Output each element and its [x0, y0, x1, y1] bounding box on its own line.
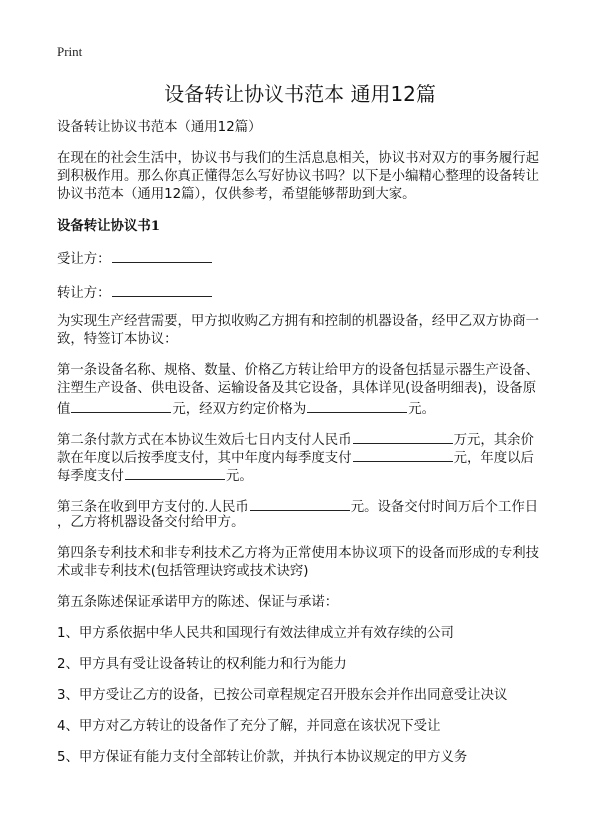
- text-line: [57, 119, 557, 137]
- text-line: [57, 150, 557, 168]
- fill-in-blank: [353, 447, 453, 462]
- text-segment: 到积极作用。那么你真正懂得怎么写好协议书吗？以下是小编精心整理的设备转让: [57, 169, 540, 184]
- text-segment: 设备转让协议书1: [57, 218, 161, 234]
- text-segment: 在现在的社会生活中，协议书与我们的生活息息相关，协议书对双方的事务履行起: [57, 151, 540, 166]
- text-line: [57, 656, 557, 674]
- text-line: [57, 625, 557, 643]
- paragraph: [57, 545, 557, 581]
- text-segment: 2、甲方具有受让设备转让的权利能力和行为能力: [57, 657, 347, 672]
- text-segment: 3、甲方受让乙方的设备，已按公司章程规定召开股东会并作出同意受让决议: [57, 688, 508, 703]
- text-line: [57, 331, 557, 349]
- text-segment: 元，年度以后: [453, 451, 534, 466]
- paragraph: [57, 282, 557, 300]
- text-segment: 值: [57, 402, 71, 417]
- text-segment: 万元，其余价: [453, 433, 534, 448]
- fill-in-blank: [71, 398, 171, 413]
- text-line: [57, 429, 557, 447]
- text-line: [57, 398, 557, 416]
- text-line: [57, 282, 557, 300]
- paragraph: [57, 313, 557, 349]
- paragraph: [57, 150, 557, 204]
- text-line: [57, 186, 557, 204]
- text-line: [57, 514, 557, 532]
- text-segment: 元。: [225, 469, 253, 484]
- text-segment: 设备转让协议书范本（通用12篇）: [57, 120, 262, 135]
- text-line: [57, 563, 557, 581]
- text-line: [57, 749, 557, 767]
- text-line: [57, 248, 557, 266]
- text-line: [57, 496, 557, 514]
- section-heading: [57, 217, 557, 235]
- paragraph: [57, 362, 557, 416]
- text-line: [57, 380, 557, 398]
- text-segment: 款在年度以后按季度支付，其中年度内每季度支付: [57, 451, 352, 466]
- text-segment: 5、甲方保证有能力支付全部转让价款，并执行本协议规定的甲方义务: [57, 750, 468, 765]
- text-line: [57, 362, 557, 380]
- text-segment: 术或非专利技术(包括管理诀窍或技术诀窍): [57, 564, 309, 579]
- text-segment: 1、甲方系依据中华人民共和国现行有效法律成立并有效存续的公司: [57, 626, 454, 641]
- paragraph: [57, 594, 557, 612]
- text-segment: 元，经双方约定价格为: [172, 402, 307, 417]
- text-segment: 4、甲方对乙方转让的设备作了充分了解，并同意在该状况下受让: [57, 719, 441, 734]
- paragraph: [57, 656, 557, 674]
- paragraph: [57, 687, 557, 705]
- paragraph: [57, 496, 557, 532]
- paragraph: [57, 119, 557, 137]
- text-segment: 第三条在收到甲方支付的.人民币: [57, 500, 249, 515]
- paragraph: [57, 625, 557, 643]
- print-link[interactable]: Print: [57, 44, 83, 59]
- text-segment: 受让方：: [57, 252, 111, 267]
- paragraph: [57, 248, 557, 266]
- text-segment: 元。: [408, 402, 436, 417]
- page-title: 设备转让协议书范本 通用12篇: [164, 82, 436, 106]
- text-segment: 每季度支付: [57, 469, 124, 484]
- text-line: [57, 594, 557, 612]
- text-segment: 第五条陈述保证承诺甲方的陈述、保证与承诺：: [57, 595, 339, 610]
- document-body: [57, 119, 557, 780]
- text-line: [57, 465, 557, 483]
- text-segment: 转让方：: [57, 286, 111, 301]
- fill-in-blank: [125, 465, 225, 480]
- text-segment: 第二条付款方式在本协议生效后七日内支付人民币: [57, 433, 352, 448]
- text-line: [57, 313, 557, 331]
- text-line: [57, 545, 557, 563]
- text-line: [57, 447, 557, 465]
- text-line: [57, 687, 557, 705]
- text-line: [57, 217, 557, 235]
- fill-in-blank: [250, 496, 350, 511]
- fill-in-blank: [112, 248, 212, 263]
- text-segment: 第四条专利技术和非专利技术乙方将为正常使用本协议项下的设备而形成的专利技: [57, 546, 540, 561]
- text-segment: 第一条设备名称、规格、数量、价格乙方转让给甲方的设备包括显示器生产设备、: [57, 363, 540, 378]
- paragraph: [57, 718, 557, 736]
- paragraph: [57, 429, 557, 483]
- text-line: [57, 168, 557, 186]
- text-segment: 注塑生产设备、供电设备、运输设备及其它设备，具体详见(设备明细表)，设备原: [57, 381, 537, 396]
- fill-in-blank: [307, 398, 407, 413]
- fill-in-blank: [353, 429, 453, 444]
- text-segment: 元。设备交付时间万后个工作日: [350, 500, 539, 515]
- text-line: [57, 718, 557, 736]
- paragraph: [57, 749, 557, 767]
- text-segment: ，乙方将机器设备交付给甲方。: [57, 515, 245, 530]
- text-segment: 为实现生产经营需要，甲方拟收购乙方拥有和控制的机器设备，经甲乙双方协商一: [57, 314, 540, 329]
- fill-in-blank: [112, 282, 212, 297]
- text-segment: 协议书范本（通用12篇），仅供参考，希望能够帮助到大家。: [57, 187, 416, 202]
- text-segment: 致，特签订本协议：: [57, 332, 178, 347]
